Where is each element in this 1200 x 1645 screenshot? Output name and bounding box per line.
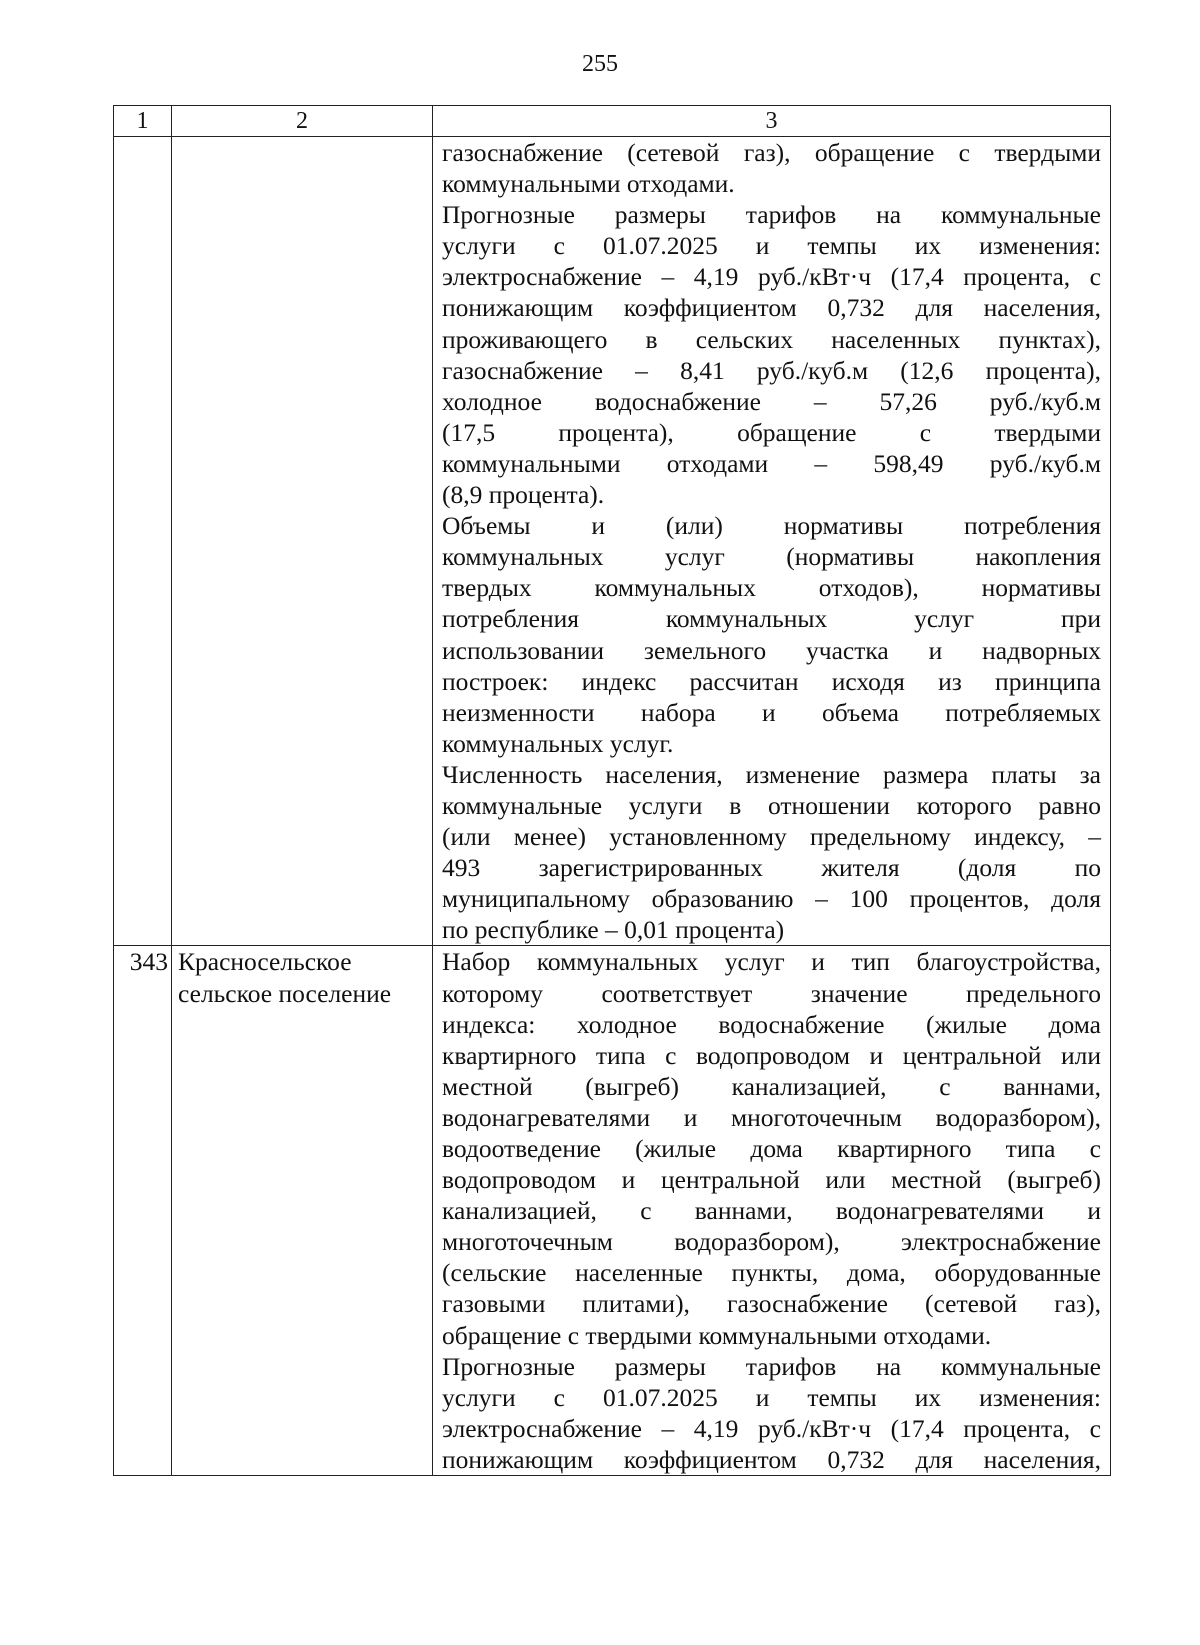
description-line: электроснабжение – 4,19 руб./кВт·ч (17,4 процента, с	[442, 1413, 1101, 1443]
description-line: коммунальных услуг.	[442, 728, 674, 758]
description-line: по республике – 0,01 процента)	[442, 915, 785, 945]
description-line: электроснабжение – 4,19 руб./кВт·ч (17,4 процента, с	[442, 262, 1101, 292]
description-line: коммунальных услуг (нормативы накопления	[442, 542, 1101, 572]
description-line: водоотведение (жилые дома квартирного типа с	[442, 1134, 1101, 1163]
description-line: Набор коммунальных услуг и тип благоустройства,	[442, 947, 1101, 977]
description-line: неизменности набора и объема потребляемых	[442, 697, 1101, 727]
description-line: коммунальными отходами – 598,49 руб./куб.м	[442, 448, 1101, 478]
description-line: потребления коммунальных услуг при	[442, 604, 1101, 634]
description-line: коммунальными отходами.	[442, 169, 735, 199]
description-line: услуги с 01.07.2025 и темпы их изменения:	[442, 1382, 1101, 1412]
description-line: газоснабжение – 8,41 руб./куб.м (12,6 процента),	[442, 355, 1101, 385]
description-line: Прогнозные размеры тарифов на коммунальные	[442, 200, 1101, 230]
column-header-1: 1	[114, 106, 172, 137]
row-description	[433, 137, 1111, 946]
description-text	[442, 137, 1101, 945]
column-header-2: 2	[172, 106, 433, 137]
municipality-name: Красносельское сельское поселение	[172, 946, 433, 1476]
row-description	[433, 946, 1111, 1476]
table-header-row	[114, 106, 1111, 137]
description-line: использовании земельного участка и надворных	[442, 635, 1101, 665]
description-line: (8,9 процента).	[442, 480, 605, 510]
description-line: газоснабжение (сетевой газ), обращение с твердыми	[442, 138, 1101, 167]
page-number: 255	[582, 51, 618, 77]
description-line: твердых коммунальных отходов), нормативы	[442, 573, 1101, 603]
description-line: многоточечным водоразбором), электроснабжение	[442, 1227, 1101, 1257]
description-line: понижающим коэффициентом 0,732 для населения,	[442, 1444, 1101, 1474]
description-line: коммунальные услуги в отношении которого равно	[442, 790, 1101, 820]
description-line: Численность населения, изменение размера платы за	[442, 759, 1101, 789]
description-line: построек: индекс рассчитан исходя из принципа	[442, 666, 1101, 696]
municipality-name	[172, 137, 433, 946]
description-line: индекса: холодное водоснабжение (жилые дома	[442, 1009, 1101, 1039]
description-line: канализацией, с ваннами, водонагревателями и	[442, 1196, 1101, 1226]
description-line: услуги с 01.07.2025 и темпы их изменения:	[442, 231, 1101, 261]
description-line: (или менее) установленному предельному индексу, –	[442, 822, 1101, 852]
tariff-table	[113, 105, 1111, 1476]
description-line: водонагревателями и многоточечным водоразбором),	[442, 1102, 1101, 1132]
description-line: местной (выгреб) канализацией, с ваннами,	[442, 1071, 1101, 1101]
description-line: Прогнозные размеры тарифов на коммунальные	[442, 1351, 1101, 1381]
description-line: (сельские населенные пункты, дома, оборудованные	[442, 1258, 1101, 1288]
table-row	[114, 137, 1111, 946]
description-line: газовыми плитами), газоснабжение (сетевой газ),	[442, 1289, 1101, 1319]
description-line: муниципальному образованию – 100 процентов, доля	[442, 884, 1101, 914]
description-line: Объемы и (или) нормативы потребления	[442, 511, 1101, 541]
row-number: 343	[114, 946, 172, 1476]
description-line: которому соответствует значение предельного	[442, 978, 1101, 1008]
description-line: (17,5 процента), обращение с твердыми	[442, 417, 1101, 447]
description-line: квартирного типа с водопроводом и центральной или	[442, 1040, 1101, 1070]
description-line: обращение с твердыми коммунальными отходами.	[442, 1320, 992, 1350]
table-row	[114, 946, 1111, 1476]
description-line: 493 зарегистрированных жителя (доля по	[442, 853, 1101, 883]
column-header-3: 3	[433, 106, 1111, 137]
description-line: водопроводом и центральной или местной (выгреб)	[442, 1165, 1101, 1195]
row-number	[114, 137, 172, 946]
description-text	[442, 946, 1101, 1475]
description-line: понижающим коэффициентом 0,732 для населения,	[442, 293, 1101, 323]
description-line: проживающего в сельских населенных пунктах),	[442, 324, 1101, 354]
description-line: холодное водоснабжение – 57,26 руб./куб.м	[442, 386, 1101, 416]
